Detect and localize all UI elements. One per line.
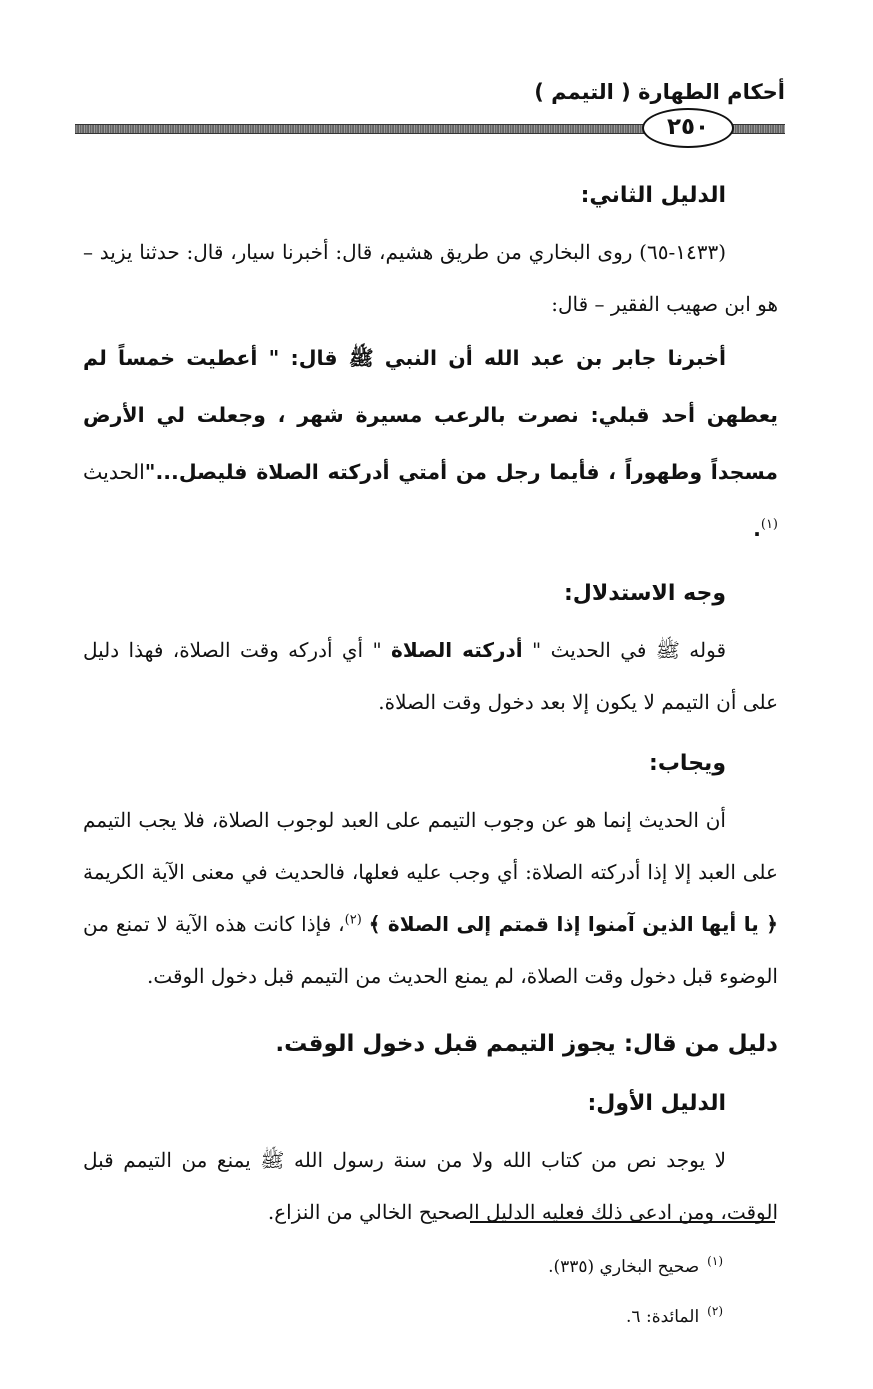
heading-second-evidence: الدليل الثاني: [580, 183, 726, 208]
page-number: ٢٥٠ [642, 108, 734, 148]
hadith-body: أخبرنا جابر بن عبد الله أن النبي ﷺ قال: " أعطيت خمساً لم يعطهن أحد قبلي: نصرت بالرعب مسيرة شهر ، وجعلت لي الأرض مسجداً وطهوراً ، فأيما رجل من أمتي أدركته الصلاة فليصل..." [83, 346, 778, 484]
heading-response: ويجاب: [649, 751, 726, 776]
footnote-ref-2[interactable]: (٢) [344, 912, 362, 928]
footnote-1-text: صحيح البخاري (٣٣٥). [548, 1257, 700, 1277]
inference-text [83, 624, 778, 728]
running-header-title: أحكام الطهارة ( التيمم ) [534, 80, 785, 104]
footnote-1 [123, 1242, 723, 1292]
footnote-2-number: (٢) [707, 1304, 723, 1319]
hadith-tail: الحديث [83, 460, 145, 484]
response-text-b: ، فإذا كانت هذه الآية لا تمنع من الوضوء قبل دخول وقت الصلاة، لم يمنع الحديث من التيمم قبل دخول الوقت. [83, 912, 778, 988]
inference-text-b: " أي أدركه وقت الصلاة، فهذا دليل على أن التيمم لا يكون إلا بعد دخول وقت الصلاة. [83, 638, 778, 714]
heading-opposing-evidence: دليل من قال: يجوز التيمم قبل دخول الوقت. [275, 1031, 778, 1057]
inference-text-a: قوله ﷺ في الحديث " [532, 638, 727, 662]
footnotes [123, 1242, 723, 1342]
main-text [83, 166, 778, 1238]
response-text-a: أن الحديث إنما هو عن وجوب التيمم على العبد لوجوب الصلاة، فلا يجب التيمم على العبد إلا إذا أدركته الصلاة: أي وجب عليه فعلها، فالحديث في معنى الآية الكريمة [83, 808, 778, 884]
footnote-separator [470, 1221, 775, 1223]
response-text [83, 794, 778, 1002]
footnote-1-number: (١) [707, 1254, 723, 1269]
footnote-2-text: المائدة: ٦. [626, 1307, 700, 1327]
first-evidence-text: لا يوجد نص من كتاب الله ولا من سنة رسول الله ﷺ يمنع من التيمم قبل الوقت، ومن ادعى ذلك فعليه الدليل الصحيح الخالي من النزاع. [83, 1148, 778, 1224]
footnote-2 [123, 1292, 723, 1342]
quran-verse: ﴿ يا أيها الذين آمنوا إذا قمتم إلى الصلاة ﴾ [368, 912, 778, 936]
inference-bold-phrase: أدركته الصلاة [391, 638, 523, 662]
narration-chain: (١٤٣٣-٦٥) روى البخاري من طريق هشيم، قال: أخبرنا سيار، قال: حدثنا يزيد – هو ابن صهيب الفقير – قال: [83, 240, 778, 316]
heading-first-evidence: الدليل الأول: [587, 1091, 726, 1116]
hadith-text: أخبرنا جابر بن عبد الله أن النبي ﷺ قال: " أعطيت خمساً لم يعطهن أحد قبلي: نصرت بالرعب مسيرة شهر ، وجعلت لي الأرض مسجداً وطهوراً ، فأيما رجل من أمتي أدركته الصلاة فليصل..."الحديث $^{(١)}$. [83, 346, 778, 541]
heading-inference: وجه الاستدلال: [563, 581, 726, 606]
footnote-ref-1[interactable]: (١) [760, 517, 778, 533]
